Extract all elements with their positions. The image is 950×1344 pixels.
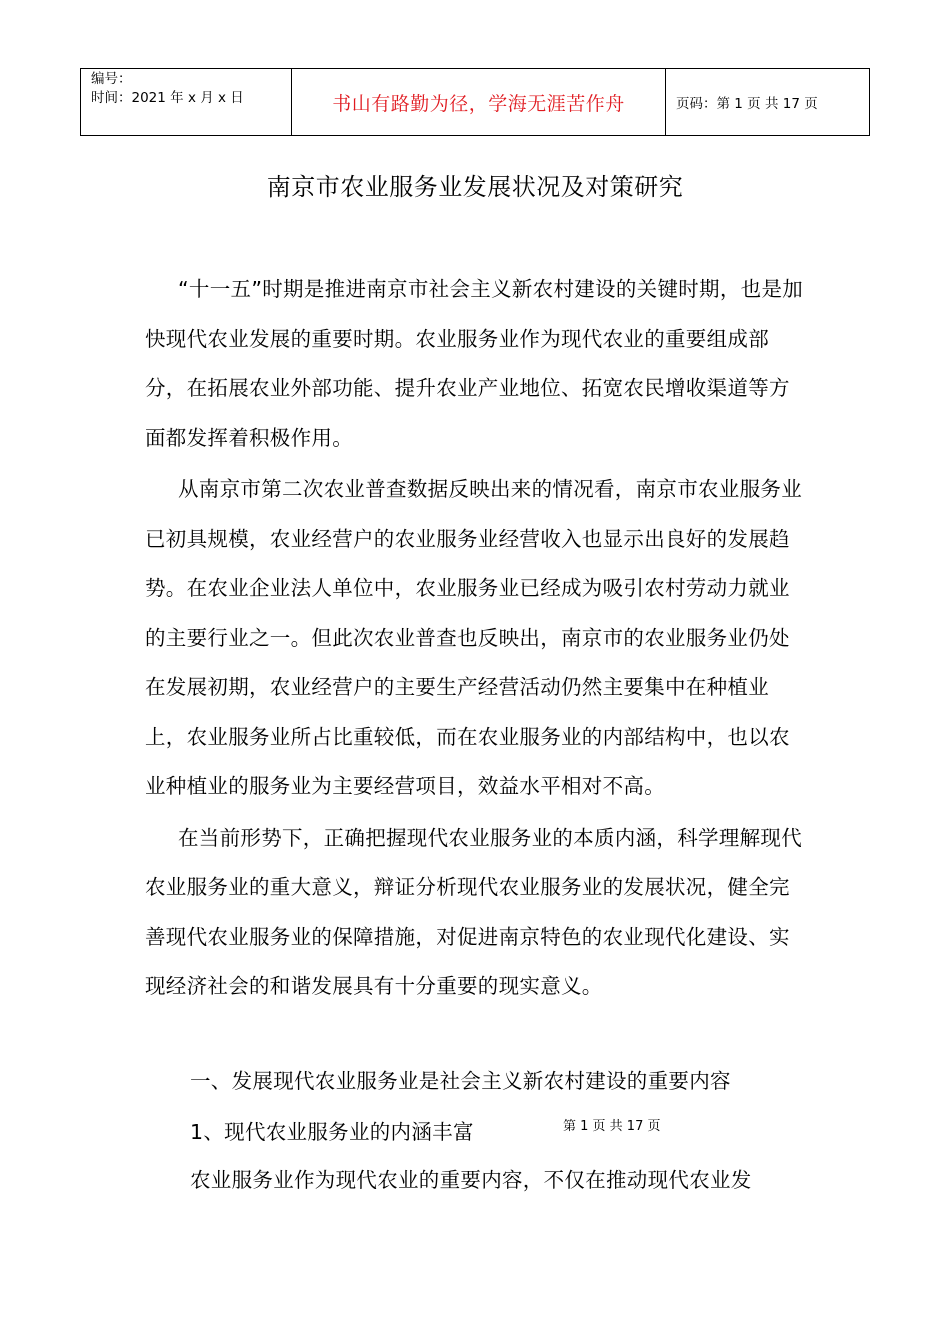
header-motto-cell xyxy=(292,69,666,136)
motto-text: 书山有路勤为径，学海无涯苦作舟 xyxy=(332,92,625,115)
header-page-cell xyxy=(666,69,870,136)
paragraph-3: 在当前形势下，正确把握现代农业服务业的本质内涵，科学理解现代农业服务业的重大意义，辩证分析现代农业服务业的发展状况，健全完善现代农业服务业的保障措施，对促进南京特色的农业现代化建设、实现经济社会的和谐发展具有十分重要的现实意义。 xyxy=(145,825,802,998)
page-code-label: 页码：第 1 页 共 17 页 xyxy=(676,96,818,112)
subsection-heading: 1、现代农业服务业的内涵丰富 xyxy=(190,1120,474,1144)
header-table xyxy=(80,68,870,136)
paragraph-4-start: 农业服务业作为现代农业的重要内容，不仅在推动现代农业发 xyxy=(190,1168,752,1192)
document-title: 南京市农业服务业发展状况及对策研究 xyxy=(266,173,684,201)
paragraph-2: 从南京市第二次农业普查数据反映出来的情况看，南京市农业服务业已初具规模，农业经营户的农业服务业经营收入也显示出良好的发展趋势。在农业企业法人单位中，农业服务业已经成为吸引农村劳动力就业的主要行业之一。但此次农业普查也反映出，南京市的农业服务业仍处在发展初期，农业经营户的主要生产经营活动仍然主要集中在种植业上，农业服务业所占比重较低，而在农业服务业的内部结构中，也以农业种植业的服务业为主要经营项目，效益水平相对不高。 xyxy=(145,477,802,798)
header-info-cell xyxy=(81,69,292,136)
document-body xyxy=(145,265,810,1012)
paragraph-1: “十一五”时期是推进南京市社会主义新农村建设的关键时期，也是加快现代农业发展的重要时期。农业服务业作为现代农业的重要组成部分，在拓展农业外部功能、提升农业产业地位、拓宽农民增收渠道等方面都发挥着积极作用。 xyxy=(145,277,804,450)
page-number-footer: 第 1 页 共 17 页 xyxy=(563,1119,661,1134)
serial-number-label: 编号： xyxy=(91,71,132,87)
time-label: 时间：2021 年 x 月 x 日 xyxy=(91,90,244,106)
section-heading: 一、发展现代农业服务业是社会主义新农村建设的重要内容 xyxy=(190,1069,731,1093)
